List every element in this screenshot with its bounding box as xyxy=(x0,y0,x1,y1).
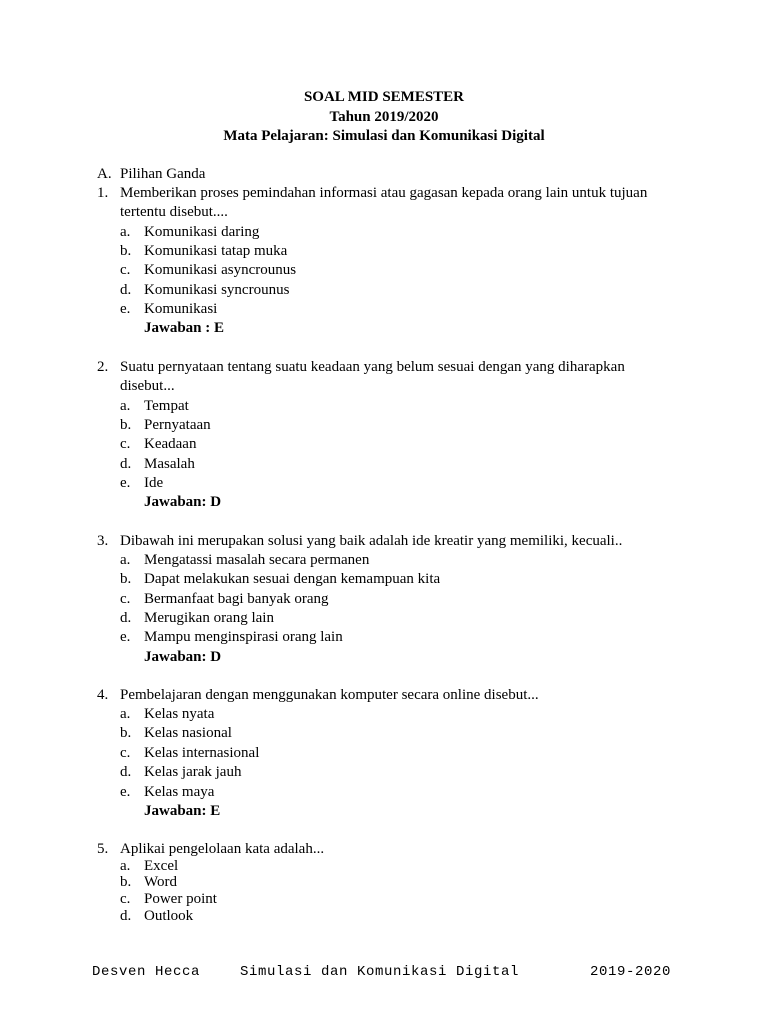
answer-key: Jawaban: D xyxy=(144,649,222,665)
option-text: Merugikan orang lain xyxy=(144,610,274,626)
answer-key: Jawaban : E xyxy=(144,320,225,336)
option-letter: e. xyxy=(120,629,131,645)
document-subject: Mata Pelajaran: Simulasi dan Komunikasi Digital xyxy=(223,128,545,144)
question-text: Dibawah ini merupakan solusi yang baik adalah ide kreatir yang memiliki, kecuali.. xyxy=(120,533,623,549)
question-number: 2. xyxy=(97,359,109,375)
option-text: Masalah xyxy=(144,456,195,472)
option-letter: d. xyxy=(120,764,132,780)
option-text: Excel xyxy=(144,858,179,874)
option-letter: d. xyxy=(120,282,132,298)
option-text: Outlook xyxy=(144,908,194,924)
question-text: tertentu disebut.... xyxy=(120,204,228,220)
question-number: 3. xyxy=(97,533,109,549)
option-text: Kelas maya xyxy=(144,784,215,800)
option-letter: b. xyxy=(120,571,132,587)
option-letter: c. xyxy=(120,891,131,907)
option-text: Bermanfaat bagi banyak orang xyxy=(144,591,329,607)
option-letter: c. xyxy=(120,436,131,452)
option-letter: c. xyxy=(120,745,131,761)
section-marker: A. xyxy=(97,166,112,182)
option-text: Komunikasi asyncrounus xyxy=(144,262,297,278)
option-letter: d. xyxy=(120,610,132,626)
footer-subject: Simulasi dan Komunikasi Digital xyxy=(240,964,520,980)
option-text: Mengatassi masalah secara permanen xyxy=(144,552,370,568)
option-letter: c. xyxy=(120,262,131,278)
option-text: Mampu menginspirasi orang lain xyxy=(144,629,343,645)
option-letter: d. xyxy=(120,908,132,924)
option-text: Power point xyxy=(144,891,217,907)
option-text: Komunikasi xyxy=(144,301,218,317)
section-label: Pilihan Ganda xyxy=(120,166,206,182)
option-letter: b. xyxy=(120,874,132,890)
option-letter: b. xyxy=(120,725,132,741)
answer-key: Jawaban: D xyxy=(144,494,222,510)
question-number: 1. xyxy=(97,185,109,201)
option-letter: a. xyxy=(120,706,131,722)
document-year: Tahun 2019/2020 xyxy=(329,109,439,125)
option-text: Komunikasi syncrounus xyxy=(144,282,290,298)
question-text: Pembelajaran dengan menggunakan komputer secara online disebut... xyxy=(120,687,539,703)
option-text: Kelas nyata xyxy=(144,706,215,722)
document-title: SOAL MID SEMESTER xyxy=(303,89,465,105)
option-text: Komunikasi tatap muka xyxy=(144,243,288,259)
option-text: Tempat xyxy=(144,398,189,414)
option-letter: c. xyxy=(120,591,131,607)
question-text: Suatu pernyataan tentang suatu keadaan yang belum sesuai dengan yang diharapkan xyxy=(120,359,625,375)
option-text: Ide xyxy=(144,475,164,491)
option-letter: a. xyxy=(120,552,131,568)
option-text: Komunikasi daring xyxy=(144,224,260,240)
question-number: 5. xyxy=(97,841,109,857)
option-text: Word xyxy=(144,874,177,890)
option-text: Kelas nasional xyxy=(144,725,232,741)
question-text: Memberikan proses pemindahan informasi atau gagasan kepada orang lain untuk tujuan xyxy=(120,185,648,201)
option-letter: a. xyxy=(120,224,131,240)
footer-year: 2019-2020 xyxy=(590,964,672,980)
question-text: Aplikai pengelolaan kata adalah... xyxy=(120,841,325,857)
option-text: Kelas internasional xyxy=(144,745,260,761)
option-text: Pernyataan xyxy=(144,417,211,433)
option-letter: b. xyxy=(120,417,132,433)
question-text: disebut... xyxy=(120,378,175,394)
option-text: Dapat melakukan sesuai dengan kemampuan kita xyxy=(144,571,441,587)
option-letter: e. xyxy=(120,784,131,800)
option-letter: e. xyxy=(120,301,131,317)
option-letter: d. xyxy=(120,456,132,472)
option-text: Kelas jarak jauh xyxy=(144,764,242,780)
answer-key: Jawaban: E xyxy=(144,803,221,819)
option-letter: a. xyxy=(120,398,131,414)
option-letter: b. xyxy=(120,243,132,259)
question-number: 4. xyxy=(97,687,109,703)
option-letter: a. xyxy=(120,858,131,874)
option-text: Keadaan xyxy=(144,436,197,452)
option-letter: e. xyxy=(120,475,131,491)
footer-author: Desven Hecca xyxy=(92,964,201,980)
